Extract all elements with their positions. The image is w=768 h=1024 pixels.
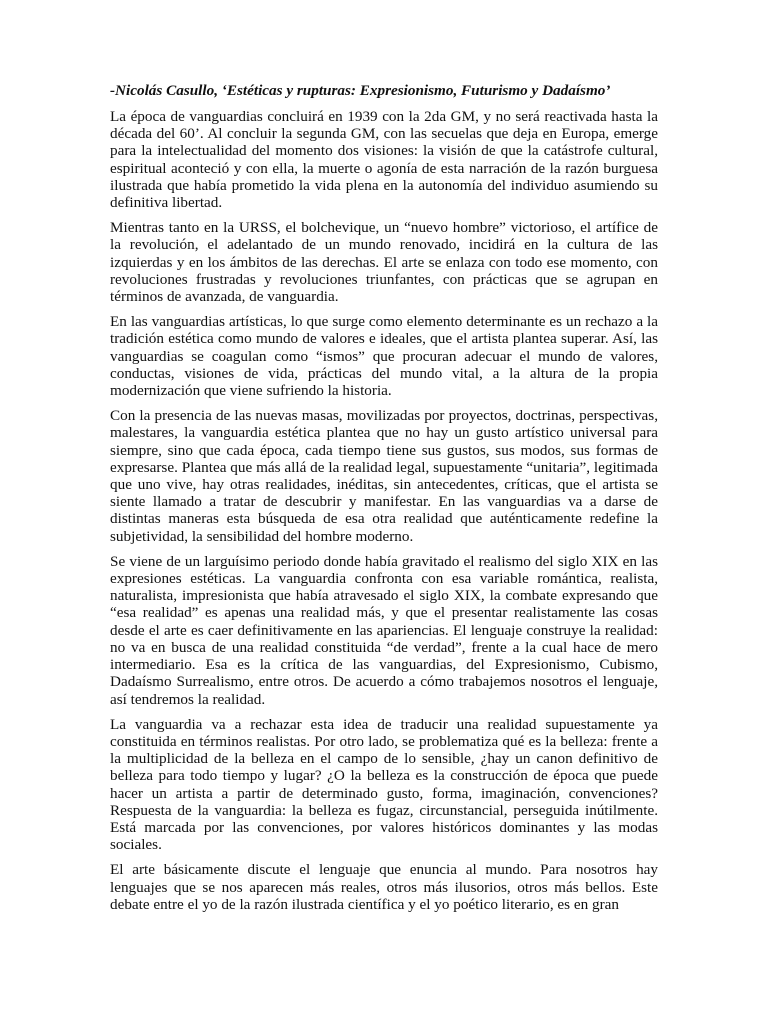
- document-page: [110, 82, 658, 921]
- paragraph-5: Se viene de un larguísimo periodo donde había gravitado el realismo del siglo XIX en las expresiones estéticas. La vanguardia confronta con esa variable romántica, realista, naturalista, impresionista que había atravesado el siglo XIX, la combate expresando que “esa realidad” es apenas una realidad más, y que el presentar realistamente las cosas desde el arte es caer definitivamente en las apariencias. El lenguaje construye la realidad: no va en busca de una realidad constituida “de verdad”, frente a la cual hace de mero intermediario. Esa es la crítica de las vanguardias, del Expresionismo, Cubismo, Dadaísmo Surrealismo, entre otros. De acuerdo a cómo trabajemos nosotros el lenguaje, así tendremos la realidad.: [110, 552, 658, 708]
- paragraph-2: Mientras tanto en la URSS, el bolchevique, un “nuevo hombre” victorioso, el artífice de la revolución, el adelantado de un mundo renovado, incidirá en la cultura de las izquierdas y en los ámbitos de las derechas. El arte se enlaza con todo ese momento, con revoluciones frustradas y revoluciones triunfantes, con prácticas que se agrupan en términos de avanzada, de vanguardia.: [110, 219, 658, 306]
- paragraph-4: Con la presencia de las nuevas masas, movilizadas por proyectos, doctrinas, perspectivas, malestares, la vanguardia estética plantea que no hay un gusto artístico universal para siempre, sino que cada época, cada tiempo tiene sus gustos, sus modos, sus formas de expresarse. Plantea que más allá de la realidad legal, supuestamente “unitaria”, legitimada que uno vive, hay otras realidades, inéditas, sin antecedentes, críticas, que el artista se siente llamado a tratar de descubrir y manifestar. En las vanguardias va a darse de distintas maneras esta búsqueda de esa otra realidad que auténticamente redefine la subjetividad, la sensibilidad del hombre moderno.: [110, 407, 658, 545]
- paragraph-7: El arte básicamente discute el lenguaje que enuncia al mundo. Para nosotros hay lenguajes que se nos aparecen más reales, otros más ilusorios, otros más bellos. Este debate entre el yo de la razón ilustrada científica y el yo poético literario, es en gran: [110, 861, 658, 913]
- paragraph-3: En las vanguardias artísticas, lo que surge como elemento determinante es un rechazo a la tradición estética como mundo de valores e ideales, que el artista plantea superar. Así, las vanguardias se coagulan como “ismos” que procuran adecuar el mundo de valores, conductas, visiones de vida, prácticas del mundo vital, a la altura de la propia modernización que viene sufriendo la historia.: [110, 313, 658, 400]
- paragraph-1: La época de vanguardias concluirá en 1939 con la 2da GM, y no será reactivada hasta la década del 60’. Al concluir la segunda GM, con las secuelas que deja en Europa, emerge para la intelectualidad del momento dos visiones: la visión de que la catástrofe cultural, espiritual aconteció y con ella, la muerte o agonía de esta narración de la razón burguesa ilustrada que había prometido la vida plena en la autonomía del individuo asumiendo su definitiva libertad.: [110, 108, 658, 212]
- document-title: -Nicolás Casullo, ‘Estéticas y rupturas: Expresionismo, Futurismo y Dadaísmo’: [110, 82, 611, 99]
- paragraph-6: La vanguardia va a rechazar esta idea de traducir una realidad supuestamente ya constituida en términos realistas. Por otro lado, se problematiza qué es la belleza: frente a la multiplicidad de la belleza en el campo de lo sensible, ¿hay un canon definitivo de belleza para todo tiempo y lugar? ¿O la belleza es la construcción de época que puede hacer un artista a partir de determinado gusto, forma, imaginación, convenciones? Respuesta de la vanguardia: la belleza es fugaz, circunstancial, perseguida inútilmente. Está marcada por las convenciones, por valores históricos dominantes y las modas sociales.: [110, 715, 658, 854]
